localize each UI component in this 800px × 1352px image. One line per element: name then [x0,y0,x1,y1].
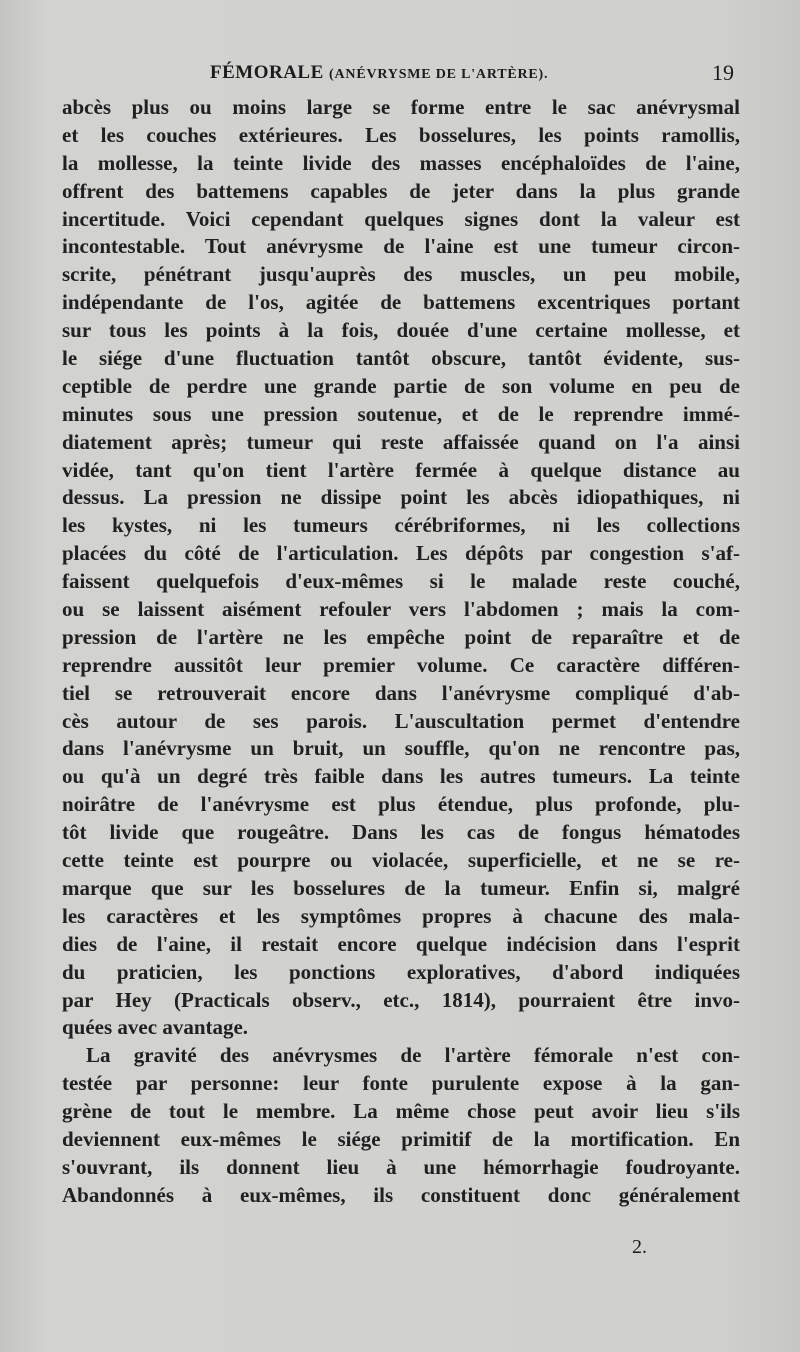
text-line: marque que sur les bosselures de la tumeur. Enfin si, malgré [62,875,740,900]
text-line: offrent des battemens capables de jeter dans la plus grande [62,178,740,203]
text-line: le siége d'une fluctuation tantôt obscure, tantôt évidente, sus- [62,346,740,371]
text-line: incertitude. Voici cependant quelques signes dont la valeur est [62,206,740,231]
paragraph-2 [62,1042,740,1209]
body-text [62,94,740,1210]
signature-mark: 2. [632,1236,647,1258]
text-line: ceptible de perdre une grande partie de son volume en peu de [62,373,740,398]
text-line: noirâtre de l'anévrysme est plus étendue, plus profonde, plu- [62,792,740,817]
running-title-sub: (ANÉVRYSME DE L'ARTÈRE). [329,67,549,82]
text-line: reprendre aussitôt leur premier volume. Ce caractère différen- [62,652,740,677]
text-line: les kystes, ni les tumeurs cérébriformes, ni les collections [62,513,740,538]
text-line: ou qu'à un degré très faible dans les autres tumeurs. La teinte [62,764,740,789]
text-line: diatement après; tumeur qui reste affaissée quand on l'a ainsi [62,429,740,454]
running-title-main: FÉMORALE [210,62,324,83]
text-line: les caractères et les symptômes propres à chacune des mala- [62,903,740,928]
text-line: quées avec avantage. [62,1015,249,1040]
text-line: cette teinte est pourpre ou violacée, superficielle, et ne se re- [62,848,740,873]
text-line: deviennent eux-mêmes le siége primitif de la mortification. En [62,1126,740,1151]
text-line: pression de l'artère ne les empêche point de reparaître et de [62,624,740,649]
text-line: cès autour de ses parois. L'auscultation permet d'entendre [62,708,740,733]
text-line: placées du côté de l'articulation. Les dépôts par congestion s'af- [62,541,740,566]
text-line: Abandonnés à eux-mêmes, ils constituent donc généralement [62,1182,740,1207]
text-line: minutes sous une pression soutenue, et de le reprendre immé- [62,401,740,426]
text-line: par Hey (Practicals observ., etc., 1814), pourraient être invo- [62,987,740,1012]
text-line: dies de l'aine, il restait encore quelque indécision dans l'esprit [62,931,740,956]
text-line: La gravité des anévrysmes de l'artère fémorale n'est con- [86,1043,740,1068]
text-line: indépendante de l'os, agitée de battemens excentriques portant [62,290,740,315]
text-line: scrite, pénétrant jusqu'auprès des muscles, un peu mobile, [62,262,740,287]
text-line: abcès plus ou moins large se forme entre le sac anévrysmal [62,95,740,119]
paragraph-1 [62,94,740,1042]
page-header [62,62,738,92]
text-line: testée par personne: leur fonte purulente expose à la gan- [62,1071,740,1096]
text-line: incontestable. Tout anévrysme de l'aine est une tumeur circon- [62,234,740,259]
text-line: tiel se retrouverait encore dans l'anévrysme compliqué d'ab- [62,680,740,705]
text-line: grène de tout le membre. La même chose peut avoir lieu s'ils [62,1099,740,1124]
running-title [210,62,548,84]
text-line: du praticien, les ponctions exploratives, d'abord indiquées [62,959,740,984]
text-line: s'ouvrant, ils donnent lieu à une hémorrhagie foudroyante. [62,1154,740,1179]
text-line: dessus. La pression ne dissipe point les abcès idiopathiques, ni [62,485,740,510]
text-line: dans l'anévrysme un bruit, un souffle, qu'on ne rencontre pas, [62,736,740,761]
text-line: et les couches extérieures. Les bosselures, les points ramollis, [62,122,740,147]
text-line: faissent quelquefois d'eux-mêmes si le malade reste couché, [62,569,740,594]
text-line: vidée, tant qu'on tient l'artère fermée à quelque distance au [62,457,740,482]
page-number: 19 [712,60,734,85]
text-line: sur tous les points à la fois, douée d'une certaine mollesse, et [62,318,740,343]
text-line: la mollesse, la teinte livide des masses encéphaloïdes de l'aine, [62,150,740,175]
text-line: ou se laissent aisément refouler vers l'abdomen ; mais la com- [62,597,740,622]
text-line: tôt livide que rougeâtre. Dans les cas de fongus hématodes [62,820,740,845]
